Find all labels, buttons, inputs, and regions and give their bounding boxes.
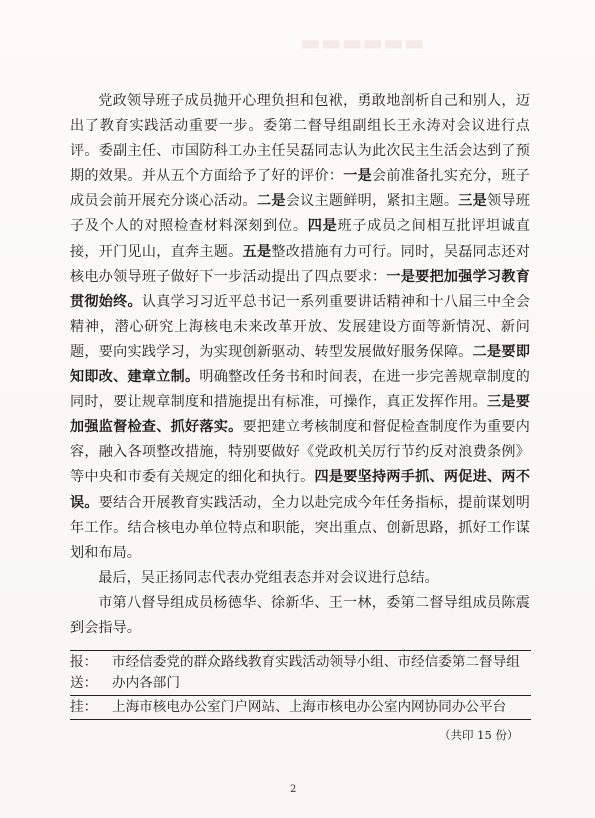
emphasis-text: 二是要即知即改、建章立制。	[70, 343, 531, 386]
report-label: 报：	[70, 654, 98, 670]
emphasis-text: 三是	[458, 193, 488, 210]
emphasis-text: 一是	[343, 168, 372, 185]
report-value: 市经信委党的群众路线教育实践活动领导小组、市经信委第二督导组	[112, 654, 520, 670]
paragraph-text: 班子成员之间相互批评坦诚直接，开门见山，直奔主题。	[70, 218, 530, 260]
top-rule	[70, 650, 531, 651]
emphasis-text: 四是要坚持两手抓、两促进、两不误。	[70, 469, 531, 511]
post-value: 上海市核电办公室门户网站、上海市核电办公室内网协同办公平台	[112, 699, 507, 715]
copies-count: （共印 15 份）	[439, 728, 519, 742]
emphasis-text: 二是	[256, 193, 286, 210]
paragraph-text: 最后，吴正扬同志代表办党组表态并对会议进行总结。	[98, 569, 439, 586]
paragraph-text: 要把建立考核制度和督促检查制度作为重要内容，融入各项整改措施，特别要做好《党政机关厉行节约反对浪费条例》等中央和市委有关规定的细化和执行。	[70, 419, 531, 486]
page-number: 2	[290, 784, 297, 795]
paragraph-text: 认真学习习近平总书记一系列重要讲话精神和十八届三中全会精神，潜心研究上海核电未来改革开放、发展建设方面等新情况、新问题，要向实践学习，为实现创新驱动、转型发展做好服务保障。	[70, 293, 530, 360]
paragraph-text: 整改措施有力可行。同时，吴磊同志还对核电办领导班子做好下一步活动提出了四点要求：	[70, 243, 530, 285]
send-label: 送：	[70, 675, 98, 691]
emphasis-text: 五是	[242, 243, 272, 260]
report-line	[70, 653, 531, 672]
paragraph-text: 党政领导班子成员抛开心理负担和包袱，勇敢地剖析自己和别人，迈出了教育实践活动重要一步。委第二督导组副组长王永涛对会议进行点评。委副主任、市国防科工办主任吴磊同志认为此次民主生活会达到了预期的效果。并从五个方面给予了好的评价：	[70, 93, 530, 185]
bottom-rule	[70, 719, 531, 720]
send-line	[70, 674, 531, 693]
paragraph	[70, 566, 530, 591]
paragraph-text: 会前准备扎实充分，班子成员会前开展充分谈心活动。	[70, 168, 530, 210]
paragraph	[70, 89, 530, 566]
bleed-through-mark: ▬▬▬▬▬▬	[300, 30, 425, 56]
paragraph-text: 领导班子及个人的对照检查材料深刻到位。	[70, 193, 530, 235]
emphasis-text: 三是要加强监督检查、抓好落实。	[70, 394, 530, 436]
paragraph-text: 市第八督导组成员杨德华、徐新华、王一林，委第二督导组成员陈震到会指导。	[70, 594, 530, 636]
emphasis-text: 一是要把加强学习教育贯彻始终。	[70, 268, 530, 310]
paragraph-text: 要结合开展教育实践活动，全力以赴完成今年任务指标，提前谋划明年工作。结合核电办单位特点和职能，突出重点、创新思路，抓好工作谋划和布局。	[70, 494, 530, 561]
post-label: 挂：	[70, 699, 98, 715]
middle-rule	[70, 695, 531, 696]
paragraph-text: 明确整改任务书和时间表，在进一步完善规章制度的同时，要让规章制度和措施提出有标准，可操作，真正发挥作用。	[70, 369, 530, 411]
paragraph-text: 会议主题鲜明，紧扣主题。	[285, 193, 459, 210]
document-body	[70, 89, 530, 641]
emphasis-text: 四是	[307, 218, 338, 235]
send-value: 办内各部门	[112, 675, 180, 691]
paragraph	[70, 591, 530, 641]
post-line	[70, 698, 531, 717]
